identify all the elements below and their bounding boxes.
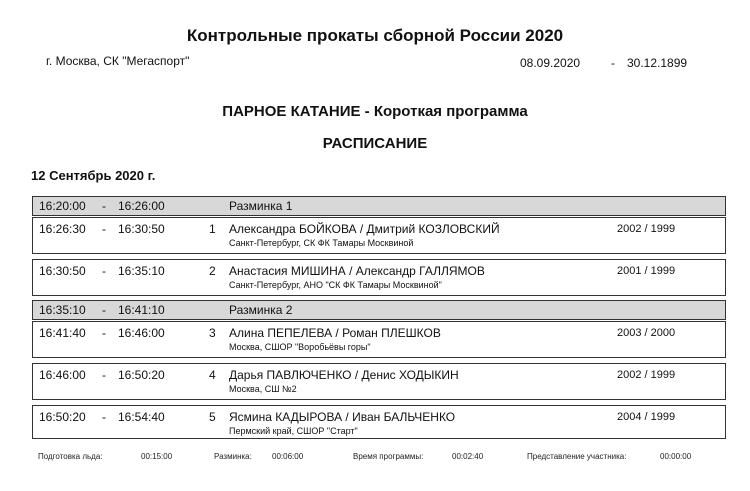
skater-row (32, 259, 726, 296)
warmup-row (32, 196, 726, 216)
time-dash: - (102, 303, 106, 317)
birth-years: 2003 / 2000 (617, 327, 676, 339)
start-time: 16:41:40 (39, 326, 86, 340)
date-separator: - (611, 56, 615, 70)
program-time-value: 00:02:40 (452, 452, 484, 461)
day-label: 12 Сентябрь 2020 г. (31, 168, 156, 183)
pair-club: Москва, СШОР "Воробьёвы горы" (229, 342, 371, 352)
end-time: 16:30:50 (118, 222, 165, 236)
pair-names: Алина ПЕПЕЛЕВА / Роман ПЛЕШКОВ (229, 326, 441, 340)
intro-time-label: Представление участника: (527, 452, 627, 461)
end-time: 16:26:00 (118, 199, 165, 213)
pair-club: Санкт-Петербург, АНО "СК ФК Тамары Москвиной" (229, 280, 442, 290)
end-time: 16:41:10 (118, 303, 165, 317)
start-number: 3 (209, 326, 216, 340)
skater-row (32, 321, 726, 358)
pair-club: Санкт-Петербург, СК ФК Тамары Москвиной (229, 238, 414, 248)
intro-time-value: 00:00:00 (660, 452, 692, 461)
end-time: 16:50:20 (118, 368, 165, 382)
start-time: 16:35:10 (39, 303, 86, 317)
birth-years: 2004 / 1999 (617, 411, 676, 423)
time-dash: - (102, 326, 106, 340)
schedule-heading: РАСПИСАНИЕ (322, 135, 428, 152)
event-date-to: 30.12.1899 (627, 56, 688, 70)
start-time: 16:20:00 (39, 199, 86, 213)
skater-row (32, 405, 726, 439)
start-time: 16:30:50 (39, 264, 86, 278)
pair-names: Анастасия МИШИНА / Александр ГАЛЛЯМОВ (229, 264, 485, 278)
pair-club: Москва, СШ №2 (229, 384, 297, 394)
start-time: 16:26:30 (39, 222, 86, 236)
time-dash: - (102, 368, 106, 382)
time-dash: - (102, 264, 106, 278)
end-time: 16:46:00 (118, 326, 165, 340)
event-title: Контрольные прокаты сборной России 2020 (186, 26, 564, 45)
start-number: 2 (209, 264, 216, 278)
start-time: 16:50:20 (39, 410, 86, 424)
start-number: 4 (209, 368, 216, 382)
time-dash: - (102, 222, 106, 236)
warmup-label: Разминка 2 (229, 303, 293, 317)
event-date-from: 08.09.2020 (520, 56, 581, 70)
birth-years: 2002 / 1999 (617, 369, 676, 381)
ice-prep-label: Подготовка льда: (38, 452, 103, 461)
birth-years: 2002 / 1999 (617, 223, 676, 235)
pair-club: Пермский край, СШОР "Старт" (229, 426, 358, 436)
pair-names: Дарья ПАВЛЮЧЕНКО / Денис ХОДЫКИН (229, 368, 459, 382)
event-location: г. Москва, СК "Мегаспорт" (46, 54, 190, 68)
start-number: 1 (209, 222, 216, 236)
warmup-label: Разминка 1 (229, 199, 293, 213)
program-time-label: Время программы: (353, 452, 424, 461)
birth-years: 2001 / 1999 (617, 265, 676, 277)
time-dash: - (102, 410, 106, 424)
warmup-duration-label: Разминка: (214, 452, 252, 461)
start-time: 16:46:00 (39, 368, 86, 382)
skater-row (32, 217, 726, 254)
warmup-duration-value: 00:06:00 (272, 452, 304, 461)
ice-prep-value: 00:15:00 (141, 452, 173, 461)
end-time: 16:54:40 (118, 410, 165, 424)
start-number: 5 (209, 410, 216, 424)
skater-row (32, 363, 726, 400)
time-dash: - (102, 199, 106, 213)
pair-names: Ясмина КАДЫРОВА / Иван БАЛЬЧЕНКО (229, 410, 456, 424)
warmup-row (32, 300, 726, 320)
pair-names: Александра БОЙКОВА / Дмитрий КОЗЛОВСКИЙ (229, 222, 500, 236)
discipline-heading: ПАРНОЕ КАТАНИЕ - Короткая программа (222, 103, 528, 120)
end-time: 16:35:10 (118, 264, 165, 278)
